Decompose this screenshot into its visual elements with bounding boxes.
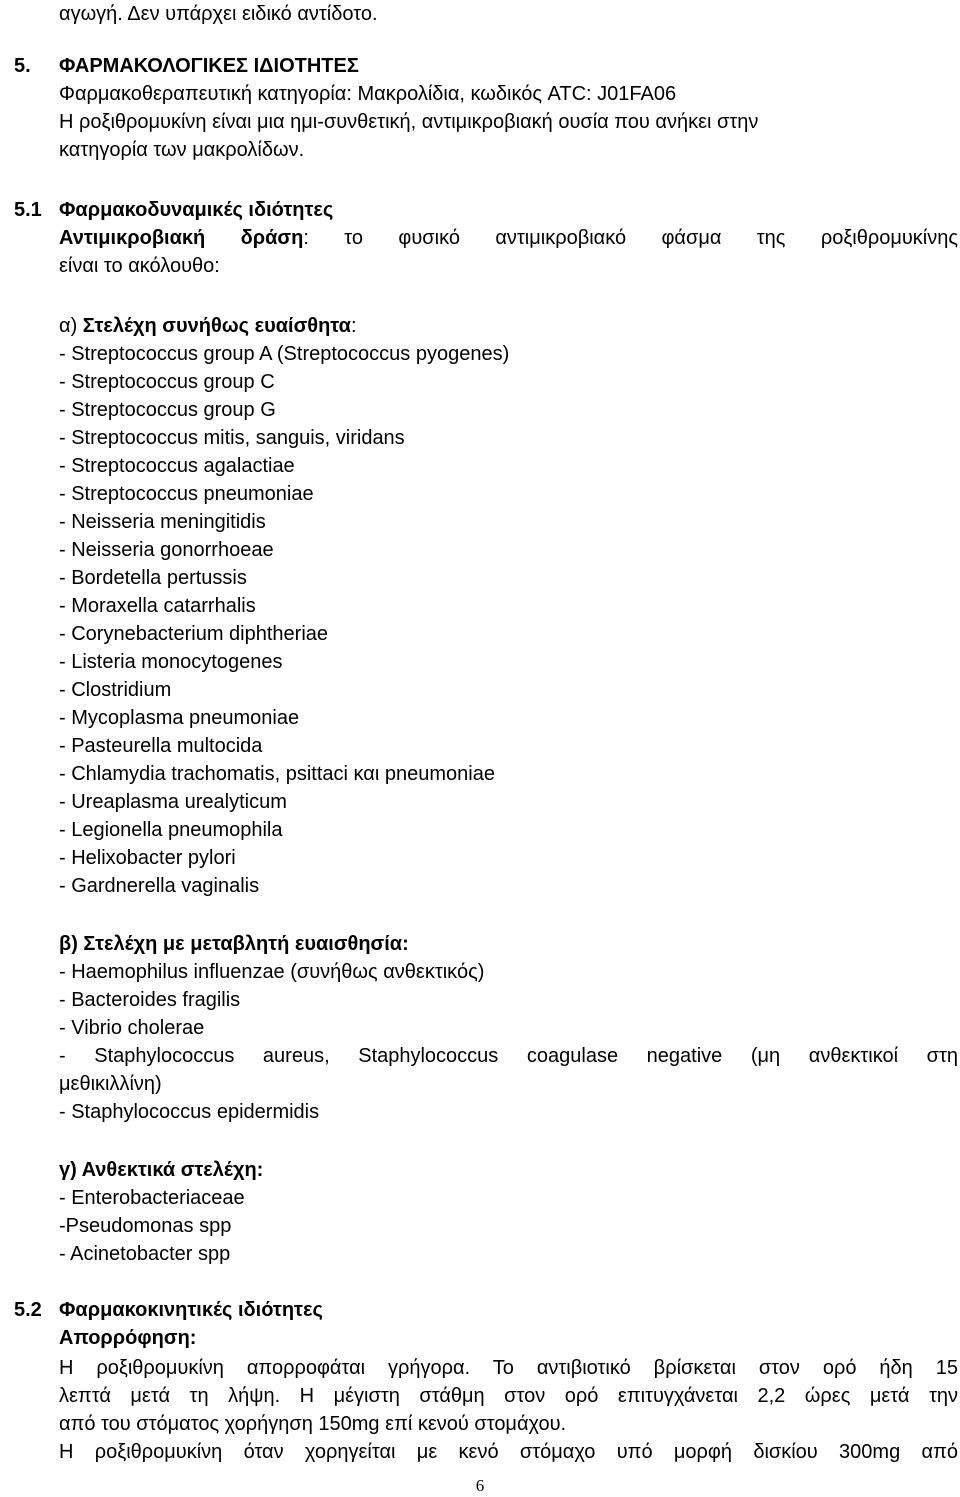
list-item: - Streptococcus agalactiae — [59, 455, 295, 477]
absorption-line-2: λεπτά μετά τη λήψη. Η μέγιστη στάθμη στον ορό επιτυγχάνεται 2,2 ώρες μετά την — [59, 1385, 958, 1407]
list-item-continuation: μεθικιλλίνη) — [59, 1073, 162, 1095]
list-item: - Streptococcus mitis, sanguis, viridans — [59, 427, 405, 449]
page-number: 6 — [475, 1476, 485, 1495]
absorption-line-1: Η ροξιθρομυκίνη απορροφάται γρήγορα. Το αντιβιοτικό βρίσκεται στον ορό ήδη 15 — [59, 1357, 958, 1379]
list-item: - Enterobacteriaceae — [59, 1187, 245, 1209]
section-5-title: ΦΑΡΜΑΚΟΛΟΓΙΚΕΣ ΙΔΙΟΤΗΤΕΣ — [59, 55, 359, 77]
section-5-1-title: Φαρμακοδυναμικές ιδιότητες — [59, 199, 334, 221]
list-item: - Legionella pneumophila — [59, 819, 283, 841]
list-item: - Haemophilus influenzae (συνήθως ανθεκτικός) — [59, 961, 485, 983]
antimicrobial-action-label: Αντιμικροβιακή δράση — [59, 227, 304, 249]
list-item: - Vibrio cholerae — [59, 1017, 205, 1039]
intro-tail-text: αγωγή. Δεν υπάρχει ειδικό αντίδοτο. — [59, 3, 378, 25]
list-item: - Ureaplasma urealyticum — [59, 791, 287, 813]
group-a-suffix: : — [350, 315, 357, 337]
group-a-title: Στελέχη συνήθως ευαίσθητα — [82, 315, 351, 337]
list-item: - Chlamydia trachomatis, psittaci και pneumoniae — [59, 763, 495, 785]
absorption-line-3: από του στόματος χορήγηση 150mg επί κενού στομάχου. — [59, 1413, 567, 1435]
group-b-heading: β) Στελέχη με μεταβλητή ευαισθησία: — [59, 933, 409, 955]
list-item: - Pasteurella multocida — [59, 735, 263, 757]
antimicrobial-action-line-1 — [59, 224, 958, 252]
absorption-heading: Απορρόφηση: — [59, 1327, 197, 1349]
list-item: - Moraxella catarrhalis — [59, 595, 256, 617]
list-item: - Staphylococcus epidermidis — [59, 1101, 320, 1123]
list-item: - Streptococcus group C — [59, 371, 275, 393]
section-5-number: 5. — [14, 55, 31, 77]
list-item: - Corynebacterium diphtheriae — [59, 623, 329, 645]
section-5-category: Φαρμακοθεραπευτική κατηγορία: Μακρολίδια, κωδικός ATC: J01FA06 — [59, 83, 677, 105]
antimicrobial-action-line-2: είναι το ακόλουθο: — [59, 255, 220, 277]
group-a-heading — [59, 312, 958, 340]
section-5-description-line-1: Η ροξιθρομυκίνη είναι μια ημι-συνθετική, αντιμικροβιακή ουσία που ανήκει στην — [59, 111, 759, 133]
absorption-line-4: Η ροξιθρομυκίνη όταν χορηγείται με κενό στόμαχο υπό μορφή δισκίου 300mg από — [59, 1441, 958, 1463]
section-5-2-number: 5.2 — [14, 1299, 42, 1321]
list-item: - Bacteroides fragilis — [59, 989, 241, 1011]
antimicrobial-action-text: : το φυσικό αντιμικροβιακό φάσμα της ροξιθρομυκίνης — [303, 227, 958, 249]
group-c-heading: γ) Ανθεκτικά στελέχη: — [59, 1159, 264, 1181]
list-item: - Streptococcus group G — [59, 399, 276, 421]
list-item: - Helixobacter pylori — [59, 847, 236, 869]
list-item: - Listeria monocytogenes — [59, 651, 283, 673]
list-item: - Streptococcus pneumoniae — [59, 483, 314, 505]
section-5-2-title: Φαρμακοκινητικές ιδιότητες — [59, 1299, 323, 1321]
list-item: - Mycoplasma pneumoniae — [59, 707, 300, 729]
list-item: - Neisseria meningitidis — [59, 511, 266, 533]
list-item: - Streptococcus group A (Streptococcus pyogenes) — [59, 343, 510, 365]
list-item: - Gardnerella vaginalis — [59, 875, 260, 897]
list-item: -Pseudomonas spp — [59, 1215, 232, 1237]
list-item: - Clostridium — [59, 679, 172, 701]
list-item: - Bordetella pertussis — [59, 567, 247, 589]
list-item: - Acinetobacter spp — [59, 1243, 231, 1265]
list-item: - Staphylococcus aureus, Staphylococcus coagulase negative (μη ανθεκτικοί στη — [59, 1045, 958, 1067]
group-a-prefix: α) — [59, 315, 83, 337]
list-item: - Neisseria gonorrhoeae — [59, 539, 274, 561]
section-5-description-line-2: κατηγορία των μακρολίδων. — [59, 139, 305, 161]
section-5-1-number: 5.1 — [14, 199, 42, 221]
